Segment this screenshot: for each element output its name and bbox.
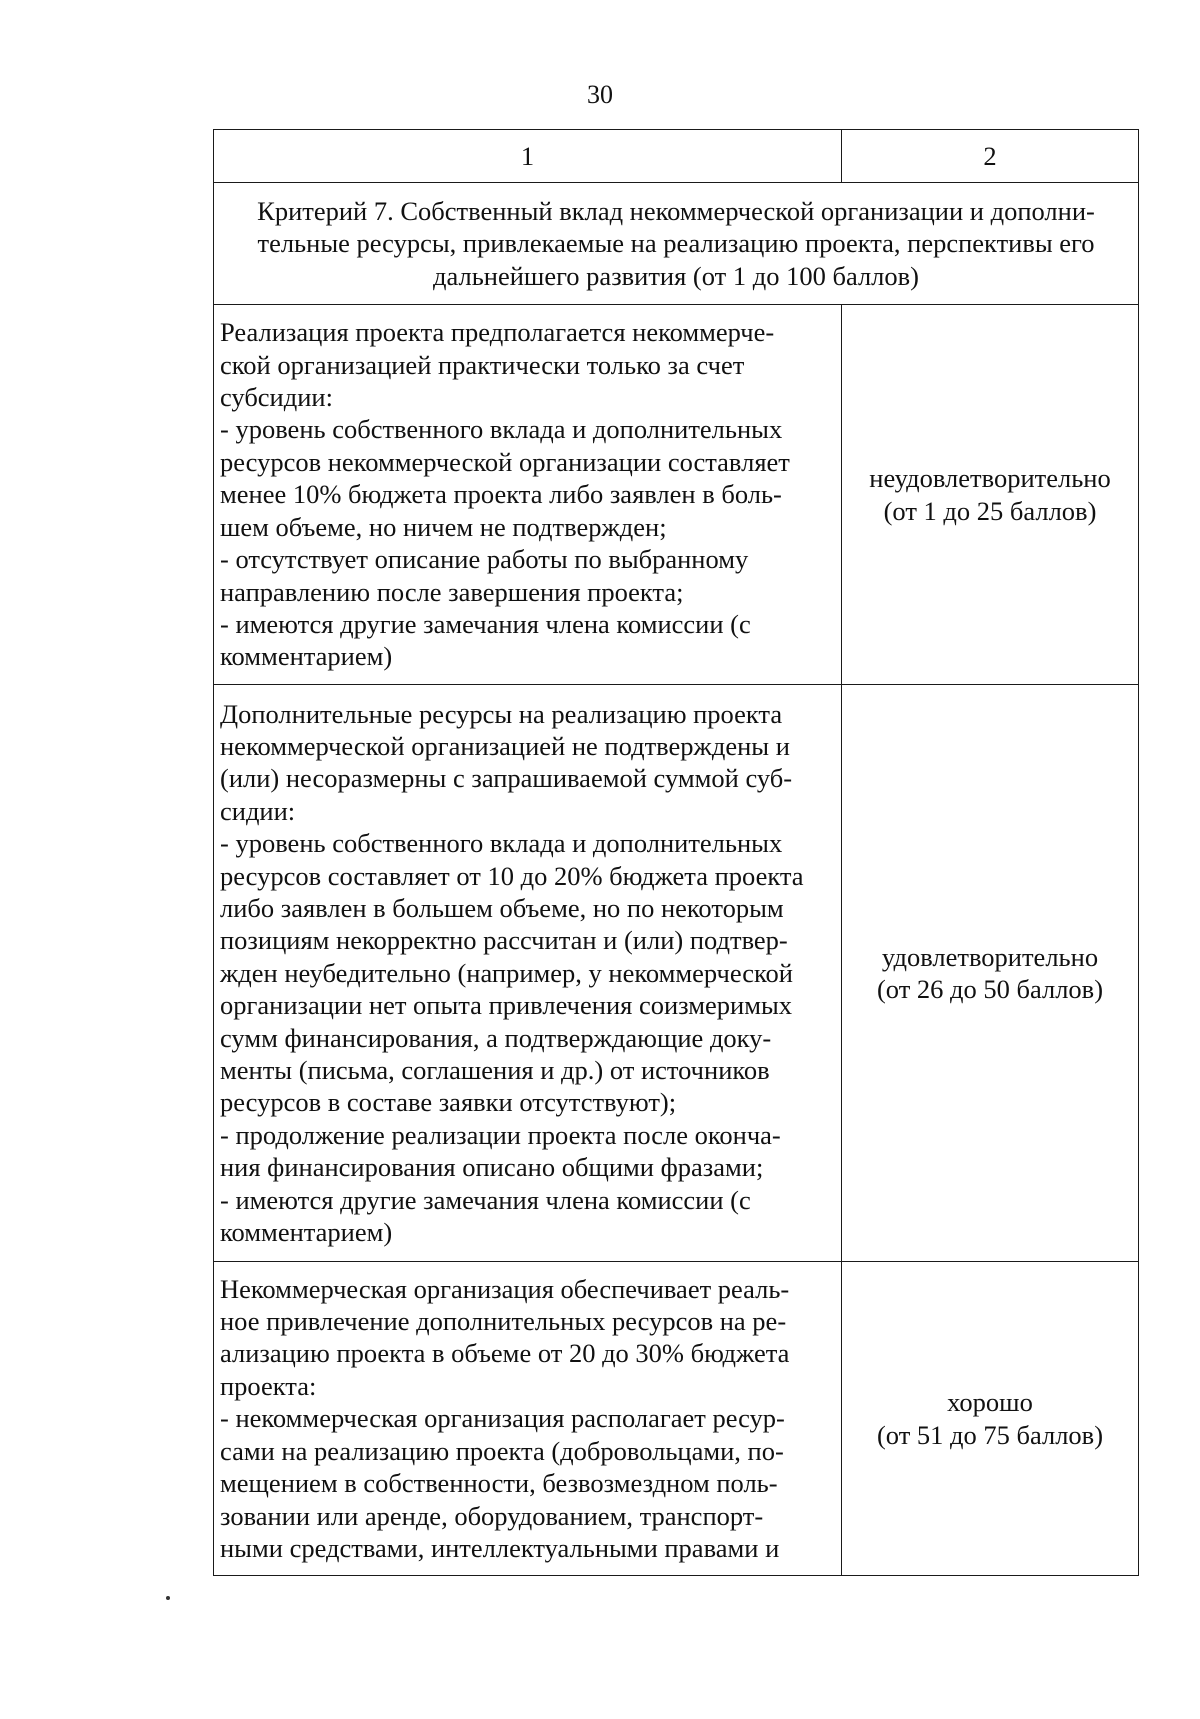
scan-speck [166, 1596, 170, 1600]
description-line: ное привлечение дополнительных ресурсов на ре- [220, 1306, 787, 1337]
table-row [214, 1262, 1139, 1576]
description-line: - имеются другие замечания члена комиссии (с [220, 1184, 751, 1215]
criterion-title-row [214, 183, 1139, 305]
description-line: ресурсов некоммерческой организации составляет [220, 446, 790, 477]
description-line: ния финансирования описано общими фразами; [220, 1152, 764, 1183]
page-number: 30 [587, 80, 613, 109]
description-line: ресурсов в составе заявки отсутствуют); [220, 1087, 677, 1118]
description-line: мещением в собственности, безвозмездном поль- [220, 1468, 778, 1499]
description-line: - некоммерческая организация располагает ресур- [220, 1403, 785, 1434]
column-header-1: 1 [214, 130, 842, 183]
description-line: Дополнительные ресурсы на реализацию проекта [220, 698, 783, 729]
description-line: комментарием) [220, 641, 393, 672]
description-line: (или) несоразмерны с запрашиваемой суммой суб- [220, 763, 793, 794]
description-line: - отсутствует описание работы по выбранному [220, 544, 749, 575]
description-line: менты (письма, соглашения и др.) от источников [220, 1055, 770, 1086]
description-line: позициям некорректно рассчитан и (или) подтвер- [220, 925, 788, 956]
row-description [214, 1262, 842, 1576]
criterion-title: Критерий 7. Собственный вклад некоммерческой организации и дополни-тельные ресурсы, привлекаемые на реализацию проекта, перспективы его дальнейшего развития (от 1 до 100 баллов) [214, 183, 1139, 305]
row-score [842, 685, 1139, 1262]
points-range: (от 1 до 25 баллов) [883, 495, 1097, 526]
description-line: Некоммерческая организация обеспечивает реаль- [220, 1273, 790, 1304]
rating-label: неудовлетворительно [869, 463, 1111, 494]
description-line: - уровень собственного вклада и дополнительных [220, 828, 783, 859]
description-line: менее 10% бюджета проекта либо заявлен в боль- [220, 479, 782, 510]
description-line: шем объеме, но ничем не подтвержден; [220, 511, 667, 542]
description-line: зовании или аренде, оборудованием, транспорт- [220, 1500, 764, 1531]
description-line: субсидии: [220, 382, 333, 413]
description-line: Реализация проекта предполагается некоммерче- [220, 317, 775, 348]
description-line: ализацию проекта в объеме от 20 до 30% бюджета [220, 1338, 790, 1369]
description-line: проекта: [220, 1370, 317, 1401]
points-range: (от 51 до 75 баллов) [876, 1419, 1104, 1450]
description-line: ресурсов составляет от 10 до 20% бюджета проекта [220, 860, 804, 891]
criteria-table [213, 129, 1139, 1576]
description-line: сумм финансирования, а подтверждающие доку- [220, 1022, 772, 1053]
column-header-2: 2 [842, 130, 1139, 183]
description-line: - имеются другие замечания члена комиссии (с [220, 608, 751, 639]
column-header-row [214, 130, 1139, 183]
row-description [214, 685, 842, 1262]
description-line: - продолжение реализации проекта после оконча- [220, 1119, 781, 1150]
rating-label: хорошо [947, 1387, 1033, 1418]
description-line: сами на реализацию проекта (добровольцами, по- [220, 1435, 784, 1466]
description-line: либо заявлен в большем объеме, но по некоторым [220, 892, 784, 923]
row-score [842, 305, 1139, 685]
description-line: - уровень собственного вклада и дополнительных [220, 414, 783, 445]
description-line: жден неубедительно (например, у некоммерческой [220, 957, 793, 988]
description-line: комментарием) [220, 1217, 393, 1248]
description-line: ской организацией практически только за счет [220, 349, 745, 380]
row-score [842, 1262, 1139, 1576]
rating-label: удовлетворительно [881, 941, 1099, 972]
row-description [214, 305, 842, 685]
table-row [214, 685, 1139, 1262]
points-range: (от 26 до 50 баллов) [876, 974, 1104, 1004]
description-line: ными средствами, интеллектуальными правами и [220, 1532, 780, 1563]
description-line: организации нет опыта привлечения соизмеримых [220, 990, 793, 1021]
table-row [214, 305, 1139, 685]
description-line: сидии: [220, 795, 296, 826]
description-line: некоммерческой организацией не подтверждены и [220, 730, 790, 761]
description-line: направлению после завершения проекта; [220, 576, 684, 607]
